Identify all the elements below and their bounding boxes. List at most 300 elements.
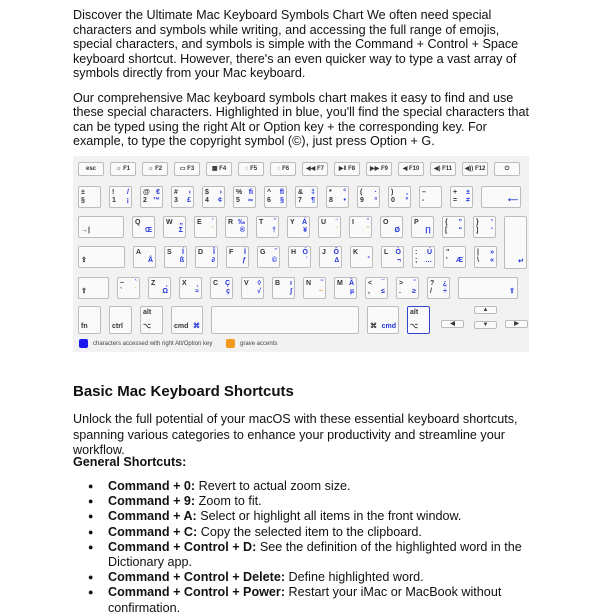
key-label: ¬: [396, 257, 401, 264]
key-label: ⌘: [370, 323, 377, 330]
keyboard-key: [194, 216, 217, 238]
keyboard-key: [473, 216, 496, 238]
key-label: £: [187, 197, 191, 204]
keyboard-symbols-chart: [73, 156, 529, 352]
key-label: ": [446, 249, 450, 256]
key-label: …: [425, 257, 432, 264]
key-label: U: [321, 219, 327, 226]
key-label: ‰: [238, 219, 245, 226]
key-label: ‹: [188, 189, 191, 196]
intro-paragraph-2: Our comprehensive Mac keyboard symbols chart makes it easy to find and use these special characters. Highlighted in blue, you'll find the special characters that can be typed using the right Alt or Option key + the corresponding key. For example, to type the copyright symbol (©), just press Option + G.: [73, 90, 530, 148]
keyboard-key: [163, 216, 186, 238]
keyboard-key: [287, 216, 310, 238]
key-label: ¡: [126, 197, 129, 204]
shortcut-description: Select or highlight all items in the front window.: [196, 509, 462, 524]
key-label: -: [422, 197, 425, 204]
key-label: ©: [271, 257, 277, 264]
shortcut-keys: Command + 0:: [108, 479, 196, 493]
key-label: 7: [298, 197, 302, 204]
key-label: ﬂ: [279, 189, 284, 196]
key-label: ¨: [335, 219, 338, 226]
keyboard-key: [367, 306, 399, 334]
key-label: ctrl: [112, 323, 123, 330]
shortcut-description: Restart your iMac or MacBook without confirmation.: [108, 585, 502, 615]
key-label: A: [136, 249, 142, 256]
list-item: [73, 479, 533, 494]
shortcut-keys: Command + A:: [108, 509, 197, 524]
key-label: ]: [476, 227, 479, 234]
key-label: ı: [290, 280, 292, 287]
key-label: @: [143, 189, 150, 196]
keyboard-key: [411, 216, 434, 238]
key-label: ∆: [334, 257, 339, 264]
key-label: cmd: [174, 323, 189, 330]
key-label: ˝: [274, 249, 277, 256]
legend-item: [79, 339, 212, 348]
keyboard-key: [381, 246, 404, 268]
key-label: Z: [151, 280, 156, 287]
key-label: ˘: [413, 280, 416, 287]
key-label: fn: [81, 323, 88, 330]
legend-item: [226, 339, 277, 348]
key-label: M: [337, 280, 343, 287]
keyboard-key: [109, 186, 132, 208]
key-label: +: [453, 189, 458, 196]
key-label: ¨: [335, 227, 338, 234]
key-label: ≈: [195, 288, 199, 295]
key-label: ’: [491, 219, 493, 226]
key-label: Ô: [333, 249, 339, 256]
key-label: `: [134, 288, 137, 295]
intro-section: [73, 8, 535, 159]
keyboard-key: [109, 306, 132, 334]
key-label: ¸: [165, 280, 168, 287]
key-label: Æ: [456, 257, 463, 264]
function-key: [78, 162, 104, 176]
key-label: }: [476, 219, 479, 226]
key-label: §: [81, 197, 85, 204]
key-label: „: [179, 219, 183, 226]
key-label: ˙: [305, 257, 308, 264]
key-label: 2: [143, 197, 147, 204]
keyboard-key: [427, 277, 450, 299]
keyboard-key: [318, 216, 341, 238]
key-label: !: [112, 189, 115, 196]
key-label: X: [182, 280, 187, 287]
key-label: H: [291, 249, 297, 256]
key-label: ±: [466, 189, 470, 196]
function-key: [366, 162, 392, 176]
key-label: µ: [349, 288, 354, 295]
key-label: Y: [290, 219, 295, 226]
function-key: [110, 162, 136, 176]
key-label: –: [422, 189, 426, 196]
key-label: ∫: [290, 288, 292, 295]
key-label: ≤: [381, 288, 385, 295]
key-label: \: [477, 257, 479, 264]
key-label: ˆ: [366, 227, 369, 234]
key-label: ‘: [491, 227, 493, 234]
key-label: ˇ: [273, 219, 276, 226]
keyboard-key: [326, 186, 349, 208]
key-label: {: [445, 219, 448, 226]
keyboard-key: [319, 246, 342, 268]
key-label: ◀◀ F7: [306, 166, 324, 172]
key-label: /: [127, 189, 129, 196]
key-label: Q: [135, 219, 141, 226]
keyboard-key: [78, 306, 101, 334]
keyboard-key: [202, 186, 225, 208]
keyboard-key: [226, 246, 249, 268]
key-label: |: [477, 249, 479, 256]
shortcut-description: Define highlighted word.: [285, 570, 424, 585]
key-label: ∞: [248, 197, 253, 204]
shortcut-description: Revert to actual zoom size.: [195, 479, 351, 493]
key-label: C: [213, 280, 219, 287]
key-label: N: [306, 280, 312, 287]
key-label: ^: [267, 189, 272, 196]
key-label: =: [453, 197, 458, 204]
key-label: ‚: [406, 189, 408, 196]
key-label: ™: [153, 197, 160, 204]
key-label: ': [446, 257, 448, 264]
key-label: ´: [211, 219, 214, 226]
key-label: ▦ F4: [211, 166, 227, 172]
key-label: 4: [205, 197, 209, 204]
key-label: ☼ F2: [147, 166, 163, 172]
key-label: º: [405, 197, 408, 204]
keyboard-row: [78, 306, 430, 334]
key-label: T: [259, 219, 264, 226]
keyboard-key: [78, 216, 124, 238]
keyboard-key: [334, 277, 357, 299]
key-label: ⌥: [143, 323, 152, 330]
key-label: §: [280, 197, 284, 204]
function-key: [430, 162, 456, 176]
shortcut-keys: Command + Control + Delete:: [108, 570, 286, 585]
key-label: ˚: [367, 257, 370, 264]
shortcut-keys: Command + Control + Power:: [108, 585, 286, 600]
key-label: √: [257, 288, 261, 295]
keyboard-key: [504, 216, 527, 269]
keyboard-key: [78, 246, 125, 268]
key-label: %: [236, 189, 243, 196]
key-label: ∂: [211, 257, 215, 264]
keyboard-key: [233, 186, 256, 208]
key-label: ”: [458, 219, 462, 226]
keyboard-key: [349, 216, 372, 238]
key-label: ®: [239, 227, 245, 234]
key-label: L: [384, 249, 389, 256]
key-label: ?: [430, 280, 435, 287]
key-label: ˜: [320, 280, 323, 287]
key-label: R: [228, 219, 234, 226]
key-label: 9: [360, 197, 364, 204]
keyboard-key: [288, 246, 311, 268]
keyboard-key: [474, 246, 497, 268]
key-label: ⏻: [504, 166, 510, 172]
key-label: Ø: [394, 227, 400, 234]
key-label: Ç: [224, 280, 230, 287]
legend-label: grave accents: [240, 340, 278, 347]
keyboard-key: [171, 306, 203, 334]
key-label: $: [205, 189, 209, 196]
keyboard-row: [78, 246, 497, 268]
intro-paragraph: Discover the Ultimate Mac Keyboard Symbols Chart We often need special characters and symbols while writing, and accessing the full range of emojis, special characters, and symbols is simple with the Command + Control + Space keyboard shortcut. However, there's an even quicker way to type a vast array of symbols directly from your Mac keyboard.: [73, 8, 519, 80]
key-label: #: [174, 189, 178, 196]
key-label: ⇧: [509, 288, 515, 295]
shortcut-keys: Command + Control + D:: [108, 539, 257, 554]
key-label: ±: [81, 189, 85, 196]
function-key: [206, 162, 232, 176]
function-key: [462, 162, 488, 176]
key-label: →|: [81, 227, 90, 234]
arrow-up-key: ▲: [474, 306, 497, 314]
keyboard-key: [443, 246, 466, 268]
function-key: [174, 162, 200, 176]
key-label: ƒ: [242, 257, 246, 264]
key-label: ¯: [381, 280, 385, 287]
key-label: Á: [301, 219, 307, 226]
section-heading: Basic Mac Keyboard Shortcuts: [73, 383, 294, 400]
key-label: ▶▶ F9: [370, 166, 388, 172]
keyboard-key: [241, 277, 264, 299]
key-label: Í: [182, 249, 184, 256]
key-label: >: [399, 280, 404, 287]
key-label: Ò: [395, 249, 401, 256]
key-label: 8: [329, 197, 333, 204]
list-item: [73, 570, 533, 585]
keyboard-key: [179, 277, 202, 299]
key-label: 0: [391, 197, 395, 204]
key-label: .: [399, 288, 401, 295]
key-label: Â: [348, 280, 354, 287]
key-label: ▶‖ F8: [338, 166, 356, 172]
key-label: ~: [318, 288, 323, 295]
key-label: ↵: [518, 258, 524, 265]
keyboard-key: [171, 186, 194, 208]
key-label: `: [134, 280, 137, 287]
key-label: G: [260, 249, 266, 256]
key-label: &: [298, 189, 304, 196]
key-label: ﬁ: [248, 189, 253, 196]
key-label: D: [198, 249, 204, 256]
shortcut-keys: Command + C:: [108, 524, 198, 539]
keyboard-key: [78, 277, 109, 299]
keyboard-key: [210, 277, 233, 299]
key-label: ›: [219, 189, 222, 196]
key-label: Ω: [162, 288, 168, 295]
keyboard-key: [164, 246, 187, 268]
key-label: ≥: [412, 288, 416, 295]
key-label: 1: [112, 197, 116, 204]
key-label: ◀) F11: [433, 166, 453, 172]
key-label: ÷: [443, 288, 447, 295]
keyboard-key: [442, 216, 465, 238]
shortcut-keys: Command + 9:: [108, 494, 196, 509]
keyboard-key: [412, 246, 435, 268]
keyboard-key: [257, 246, 280, 268]
key-label: I: [352, 219, 354, 226]
key-label: ◀ F10: [402, 166, 420, 172]
function-key: [238, 162, 264, 176]
keyboard-key: [132, 216, 155, 238]
keyboard-key: [388, 186, 411, 208]
key-label: cmd: [381, 323, 396, 330]
key-label: Ó: [302, 249, 308, 256]
keyboard-key: [272, 277, 295, 299]
key-label: V: [244, 280, 249, 287]
key-label: `: [120, 288, 123, 295]
keyboard-key: [419, 186, 442, 208]
key-label: €: [156, 189, 160, 196]
key-label: †: [272, 227, 276, 234]
function-key: [398, 162, 424, 176]
function-key: [334, 162, 360, 176]
list-item: [73, 525, 533, 540]
keyboard-key: [350, 246, 373, 268]
list-item: [73, 509, 533, 524]
list-item: [73, 540, 533, 570]
section-intro: Unlock the full potential of your macOS with these essential keyboard shortcuts, spanning various categories to enhance your productivity and streamline your workflow.: [73, 412, 518, 458]
keyboard-key: [303, 277, 326, 299]
key-label: ∏: [425, 227, 431, 234]
key-label: ¿: [442, 280, 447, 287]
key-label: alt: [143, 309, 152, 316]
shortcut-description: See the definition of the highlighted word in the Dictionary app.: [108, 539, 522, 570]
key-label: ,: [368, 288, 370, 295]
keyboard-key: [264, 186, 287, 208]
arrow-down-key: ▼: [474, 321, 497, 329]
keyboard-key: [211, 306, 359, 334]
key-label: ˛: [196, 280, 199, 287]
keyboard-row: [78, 162, 520, 176]
shortcut-description: Copy the selected item to the clipboard.: [197, 524, 422, 539]
key-label: ¢: [218, 197, 222, 204]
keyboard-key: [380, 216, 403, 238]
key-label: /: [430, 288, 432, 295]
list-item: [73, 494, 533, 509]
key-label: alt: [410, 309, 419, 316]
keyboard-key: [78, 186, 101, 208]
key-label: :: [415, 249, 418, 256]
keyboard-key: [225, 216, 248, 238]
key-label: E: [197, 219, 202, 226]
key-label: °: [343, 189, 346, 196]
key-label: K: [353, 249, 359, 256]
legend-swatch: [79, 339, 88, 348]
keyboard-key: [148, 277, 171, 299]
arrow-keys: [439, 306, 524, 334]
keyboard-key: [450, 186, 473, 208]
key-label: esc: [85, 166, 96, 172]
keyboard-key: [396, 277, 419, 299]
key-label: 3: [174, 197, 178, 204]
keyboard-key: [117, 277, 140, 299]
keyboard-key: [481, 186, 521, 208]
key-label: ¶: [311, 197, 315, 204]
key-label: ~: [120, 280, 125, 287]
arrow-left-key: ◀: [441, 320, 464, 328]
key-label: «: [490, 257, 494, 264]
key-label: S: [167, 249, 172, 256]
key-label: ¥: [303, 227, 307, 234]
key-label: ▭ F3: [179, 166, 195, 172]
key-label: Œ: [145, 227, 152, 234]
key-label: »: [490, 249, 494, 256]
key-label: ·: [374, 189, 377, 196]
key-label: [: [445, 227, 448, 234]
key-label: •: [343, 197, 346, 204]
key-label: ‡: [311, 189, 315, 196]
keyboard-key: [195, 246, 218, 268]
function-key: [302, 162, 328, 176]
key-label: <: [368, 280, 373, 287]
key-label: W: [166, 219, 173, 226]
key-label: ⇧: [81, 288, 87, 295]
key-label: Ú: [426, 249, 432, 256]
key-label: 5: [236, 197, 240, 204]
function-key: [494, 162, 520, 176]
key-label: ◊: [257, 280, 261, 287]
key-label: ◌ F6: [276, 166, 290, 172]
key-label: ˆ: [366, 219, 369, 226]
key-label: ⌘: [193, 323, 200, 330]
key-label: ⌥: [410, 323, 419, 330]
key-label: ;: [415, 257, 418, 264]
key-label: Ï: [244, 249, 246, 256]
subheading: General Shortcuts:: [73, 455, 187, 469]
function-key: [142, 162, 168, 176]
keyboard-key: [295, 186, 318, 208]
key-label: O: [383, 219, 389, 226]
key-label: ): [391, 189, 394, 196]
key-label: ß: [179, 257, 184, 264]
keyboard-key: [140, 306, 163, 334]
key-label: ☼ F1: [115, 166, 131, 172]
list-item: [73, 585, 533, 615]
key-label: ç: [226, 288, 230, 295]
key-label: ⟵: [507, 197, 518, 204]
keyboard-key: [365, 277, 388, 299]
arrow-right-key: ▶: [505, 320, 528, 328]
keyboard-key: [133, 246, 156, 268]
keyboard-key: [357, 186, 380, 208]
key-label: Î: [213, 249, 215, 256]
key-label: ≠: [466, 197, 470, 204]
key-label: F: [229, 249, 234, 256]
keyboard-key: [407, 306, 430, 334]
key-label: B: [275, 280, 281, 287]
keyboard-row: [78, 186, 521, 208]
shortcut-description: Zoom to fit.: [195, 494, 262, 509]
function-key: [270, 162, 296, 176]
key-label: ª: [374, 197, 377, 204]
key-label: 6: [267, 197, 271, 204]
key-label: J: [322, 249, 326, 256]
key-label: “: [458, 227, 462, 234]
keyboard-key: [458, 277, 518, 299]
keyboard-key: [256, 216, 279, 238]
keyboard-key: [140, 186, 163, 208]
key-label: P: [414, 219, 419, 226]
key-label: Σ: [178, 227, 183, 234]
legend-label: characters accessed with right Alt/Option key: [93, 340, 213, 347]
key-label: (: [360, 189, 363, 196]
key-label: ⇪: [81, 257, 87, 264]
shortcut-list: [73, 479, 533, 616]
key-label: ◌ F5: [244, 166, 258, 172]
